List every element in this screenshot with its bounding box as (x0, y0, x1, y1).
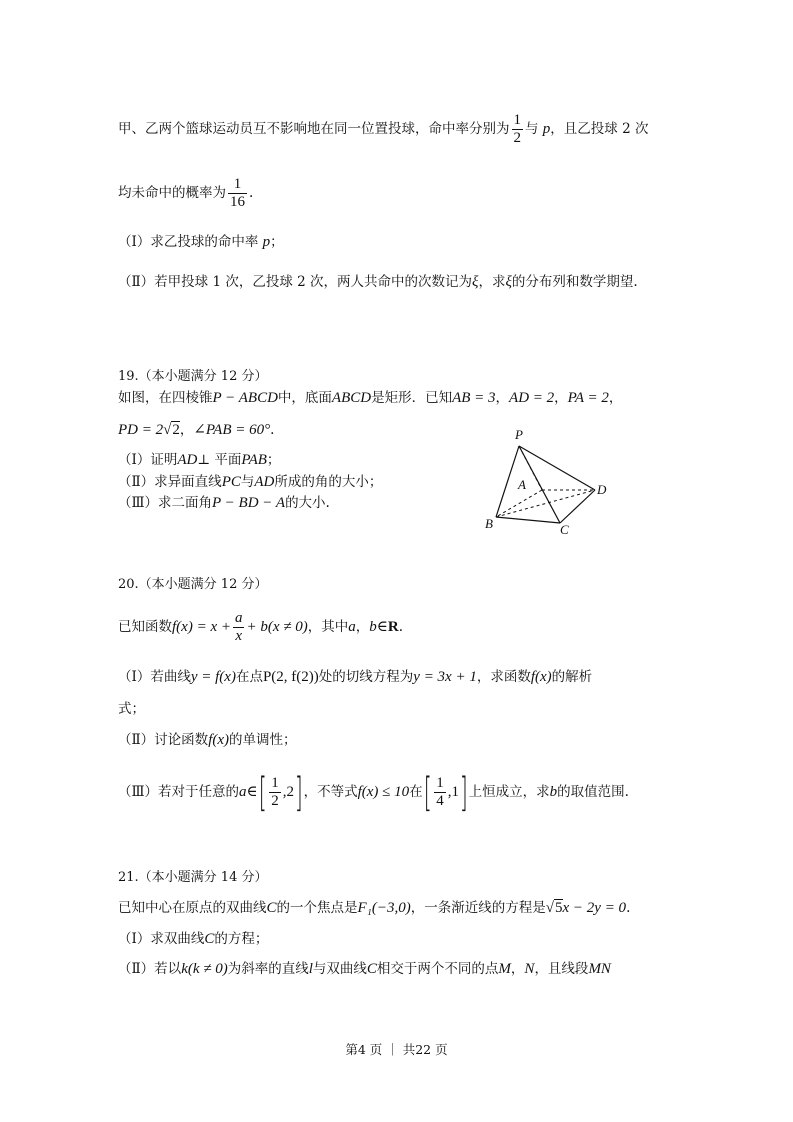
math-pab: PAB (241, 452, 267, 468)
var-b: b (369, 619, 377, 635)
frac-one-half: $\frac{1}{2}$ (271, 775, 279, 809)
p19-q3 (118, 493, 330, 513)
p20-q3-a: （Ⅲ）若对于任意的 (118, 784, 240, 800)
p20-q2-a: （Ⅱ）讨论函数 (118, 732, 209, 748)
p20-q1-e: 的解析 (551, 669, 593, 685)
p20-q3-d: 上恒成立，求 (468, 784, 550, 800)
p21-l1-a: 已知中心在原点的双曲线 (118, 900, 267, 916)
p21-header: 21.（本小题满分 14 分） (118, 870, 268, 885)
var-a: a (348, 619, 356, 635)
set-r: R (387, 619, 399, 635)
math-asymptote: x − 2y = 0 (562, 900, 627, 916)
label-d: D (597, 482, 607, 497)
p21-line1 (118, 898, 630, 918)
p18-intro-b: 与 (525, 121, 539, 137)
frac-half: $\frac{1}{2}$ (513, 112, 521, 146)
p18-part2 (118, 272, 638, 292)
p19-q1-b: ⊥ 平面 (197, 452, 242, 468)
p20-l1-a: 已知函数 (118, 619, 172, 635)
p20-q3 (118, 769, 629, 816)
p19-q2-c: 所成的角的大小； (274, 474, 383, 490)
math-focus: F₁(−3,0) (357, 900, 411, 916)
sep: ， (495, 390, 510, 406)
p21-l1-b: 的一个焦点是 (276, 900, 358, 916)
math-fx: f(x) (208, 732, 230, 748)
var-p: p (262, 234, 271, 250)
p19-q1-c: ； (266, 452, 281, 468)
p19-q1 (118, 450, 280, 470)
sep: ， (510, 961, 525, 977)
p19-l1-c: 是矩形．已知 (371, 390, 453, 406)
p18-part1-b: ； (270, 234, 284, 250)
sqrt-radicand: 5 (555, 900, 563, 916)
var-c: C (204, 931, 215, 947)
p20-q1-cont: 式； (118, 701, 145, 717)
p18-part1 (118, 232, 284, 252)
p21-q2-a: （Ⅱ）若以 (118, 961, 182, 977)
edge-bc (496, 517, 560, 523)
p21-q2-c: 与双曲线 (312, 961, 367, 977)
symbol-in: ∈ (246, 784, 258, 800)
p20-q1-c: 处的切线方程为 (318, 669, 414, 685)
p20-q2-b: 的单调性； (229, 732, 297, 748)
p18-line2-a: 均未命中的概率为 (118, 185, 226, 201)
bracket-left: [ (258, 769, 267, 816)
p19-header: 19.（本小题满分 12 分） (118, 369, 268, 384)
var-c: C (266, 900, 277, 916)
p19-line2 (118, 420, 274, 440)
math-tangent: y = 3x + 1 (413, 669, 477, 685)
p18-intro-line (118, 112, 648, 147)
pyramid-figure (480, 428, 630, 538)
math-ab: AB = 3 (452, 390, 496, 406)
p19-q2-b: 与 (240, 474, 255, 490)
p18-part2-c: 的分布列和数学期望. (511, 274, 638, 290)
p20-q2 (118, 730, 297, 750)
var-xi: ξ (505, 274, 512, 290)
math-pa: PA = 2 (567, 390, 609, 406)
var-mn: MN (588, 961, 611, 977)
sep: ， (355, 619, 370, 635)
var-p: p (542, 121, 551, 137)
p20-q1-a: （Ⅰ）若曲线 (118, 669, 191, 685)
p19-l1-b: 中，底面 (277, 390, 332, 406)
var-xi: ξ (472, 274, 479, 290)
label-c: C (560, 522, 569, 537)
p20-header: 20.（本小题满分 12 分） (118, 577, 268, 592)
var-a: a (239, 784, 247, 800)
p18-intro-a: 甲、乙两个篮球运动员互不影响地在同一位置投球，命中率分别为 (118, 121, 510, 137)
bracket-left: [ (423, 769, 432, 816)
frac-16: $\frac{1}{16}$ (230, 176, 245, 210)
math-fx: f(x) (530, 669, 552, 685)
period: . (626, 900, 631, 916)
interval-end: ,2 (282, 784, 294, 800)
p20-q1-d: ，求函数 (476, 669, 531, 685)
math-slope-k: k(k ≠ 0) (181, 961, 228, 977)
math-angle: ∠PAB = 60° (193, 422, 271, 438)
p20-line1 (118, 610, 403, 645)
frac-a-over-x: $\frac{a}{x}$ (234, 610, 243, 644)
interval-end: ,1 (447, 784, 460, 800)
p18-part2-a: （Ⅱ）若甲投球 1 次，乙投球 2 次，两人共命中的次数记为 (118, 274, 473, 290)
p18-part2-b: ，求 (478, 274, 506, 290)
p20-q3-e: 的取值范围. (557, 784, 629, 800)
math-pc: PC (221, 474, 241, 490)
p21-q2-e: ，且线段 (534, 961, 589, 977)
math-plus-b: + b(x ≠ 0) (246, 619, 308, 635)
sqrt-sign: √ (545, 900, 554, 916)
label-b: B (485, 516, 493, 531)
p20-q1-b: 在点 (235, 669, 263, 685)
p18-intro-c: ，且乙投球 2 次 (550, 121, 649, 137)
p19-q1-a: （Ⅰ）证明 (118, 452, 178, 468)
math-pbda: P − BD − A (212, 495, 286, 511)
bracket-right: ] (459, 769, 468, 816)
math-inequality: f(x) ≤ 10 (357, 784, 410, 800)
period: . (398, 619, 403, 635)
p20-q3-c: 在 (409, 784, 423, 800)
math-abcd: ABCD (331, 390, 372, 406)
sqrt-sign: √ (163, 422, 172, 438)
var-l: l (308, 961, 313, 977)
p19-q2 (118, 472, 382, 492)
p19-line1 (118, 388, 622, 408)
var-b: b (549, 784, 558, 800)
math-ad: AD (254, 474, 275, 490)
p21-q1 (118, 929, 268, 949)
p21-q1-a: （Ⅰ）求双曲线 (118, 931, 205, 947)
math-ad: AD (177, 452, 198, 468)
p19-l1-a: 如图，在四棱锥 (118, 390, 213, 406)
page-footer: 第4 页 ｜ 共22 页 (345, 1042, 448, 1057)
p18-line2-b: . (249, 185, 254, 201)
var-c: C (366, 961, 377, 977)
p18-part1-a: （Ⅰ）求乙投球的命中率 (118, 234, 259, 250)
p19-q2-a: （Ⅱ）求异面直线 (118, 474, 222, 490)
math-ad: AD = 2 (509, 390, 555, 406)
p20-q3-b: ，不等式 (303, 784, 358, 800)
p18-line2 (118, 176, 253, 211)
p19-q3-b: 的大小. (285, 495, 330, 511)
p21-l1-c: ，一条渐近线的方程是 (410, 900, 546, 916)
var-n: N (524, 961, 535, 977)
math-pyramid: P − ABCD (212, 390, 278, 406)
label-p: P (515, 428, 523, 442)
math-fx-def: f(x) = x + (172, 619, 231, 635)
period: . (270, 422, 275, 438)
p19-q3-a: （Ⅲ）求二面角 (118, 495, 213, 511)
sep: ， (608, 390, 623, 406)
bracket-right: ] (294, 769, 303, 816)
math-point: P(2, f(2)) (262, 669, 319, 685)
p21-q2-d: 相交于两个不同的点 (376, 961, 499, 977)
p20-q1 (118, 667, 592, 687)
edge-pb (496, 446, 519, 517)
symbol-in: ∈ (376, 619, 388, 635)
p21-q1-b: 的方程； (214, 931, 269, 947)
sep: ， (179, 422, 194, 438)
p21-q2 (118, 959, 611, 979)
sqrt-radicand: 2 (172, 422, 180, 438)
p20-l1-c: ，其中 (307, 619, 349, 635)
p21-q2-b: 为斜率的直线 (227, 961, 309, 977)
math-curve: y = f(x) (190, 669, 236, 685)
sep: ， (554, 390, 568, 406)
frac-one-quarter: $\frac{1}{4}$ (436, 775, 444, 809)
math-pd: PD = 2 (118, 422, 164, 438)
label-a: A (518, 477, 526, 492)
var-m: M (498, 961, 511, 977)
